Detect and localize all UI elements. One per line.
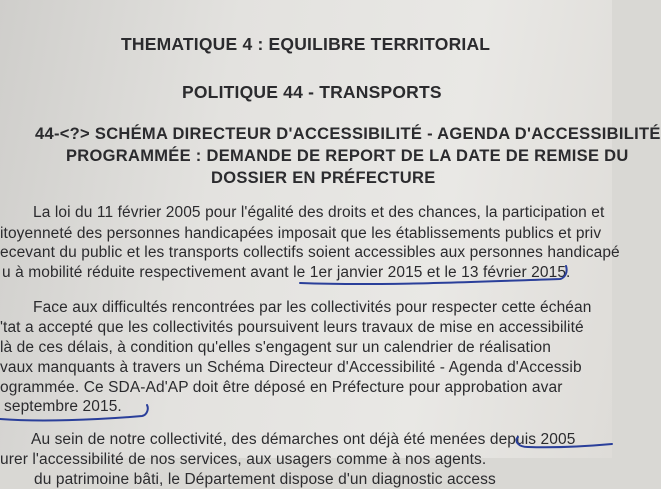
paragraph2-line-4: vaux manquants à travers un Schéma Directeur d'Accessibilité - Agenda d'Accessib — [0, 359, 582, 376]
paragraph2-line-2: 'tat a accepté que les collectivités poursuivent leurs travaux de mise en accessibilité — [0, 319, 584, 336]
paragraph1-line-4: u à mobilité réduite respectivement avant le 1er janvier 2015 et le 13 février 2015. — [2, 264, 571, 281]
title-line-1: 44-<?> SCHÉMA DIRECTEUR D'ACCESSIBILITÉ - AGENDA D'ACCESSIBILITÉ — [35, 125, 661, 143]
title-line-3: DOSSIER EN PRÉFECTURE — [211, 169, 436, 187]
paragraph1-line-1: La loi du 11 février 2005 pour l'égalité des droits et des chances, la participation et — [33, 204, 605, 221]
paragraph2-line-6: septembre 2015. — [4, 398, 122, 415]
paragraph4-line-1: du patrimoine bâti, le Département dispose d'un diagnostic access — [34, 471, 496, 488]
paragraph1-line-2: itoyenneté des personnes handicapées imposait que les établissements publics et priv — [0, 225, 602, 242]
paragraph3-line-2: urer l'accessibilité de nos services, aux usagers comme à nos agents. — [0, 451, 487, 468]
title-line-2: PROGRAMMÉE : DEMANDE DE REPORT DE LA DATE DE REMISE DU — [66, 147, 629, 165]
paragraph1-line-3: ecevant du public et les transports collectifs soient accessibles aux personnes handicapé — [0, 244, 620, 261]
paragraph2-line-5: ogrammée. Ce SDA-Ad'AP doit être déposé en Préfecture pour approbation avar — [0, 379, 563, 396]
paragraph2-line-1: Face aux difficultés rencontrées par les collectivités pour respecter cette échéan — [33, 299, 592, 316]
paragraph3-line-1: Au sein de notre collectivité, des démarches ont déjà été menées depuis 2005 — [31, 431, 576, 448]
politique-heading: POLITIQUE 44 - TRANSPORTS — [182, 82, 442, 102]
paragraph2-line-3: là de ces délais, à condition qu'elles s'engagent sur un calendrier de réalisation — [0, 339, 551, 356]
thematique-heading: THEMATIQUE 4 : EQUILIBRE TERRITORIAL — [121, 34, 491, 54]
